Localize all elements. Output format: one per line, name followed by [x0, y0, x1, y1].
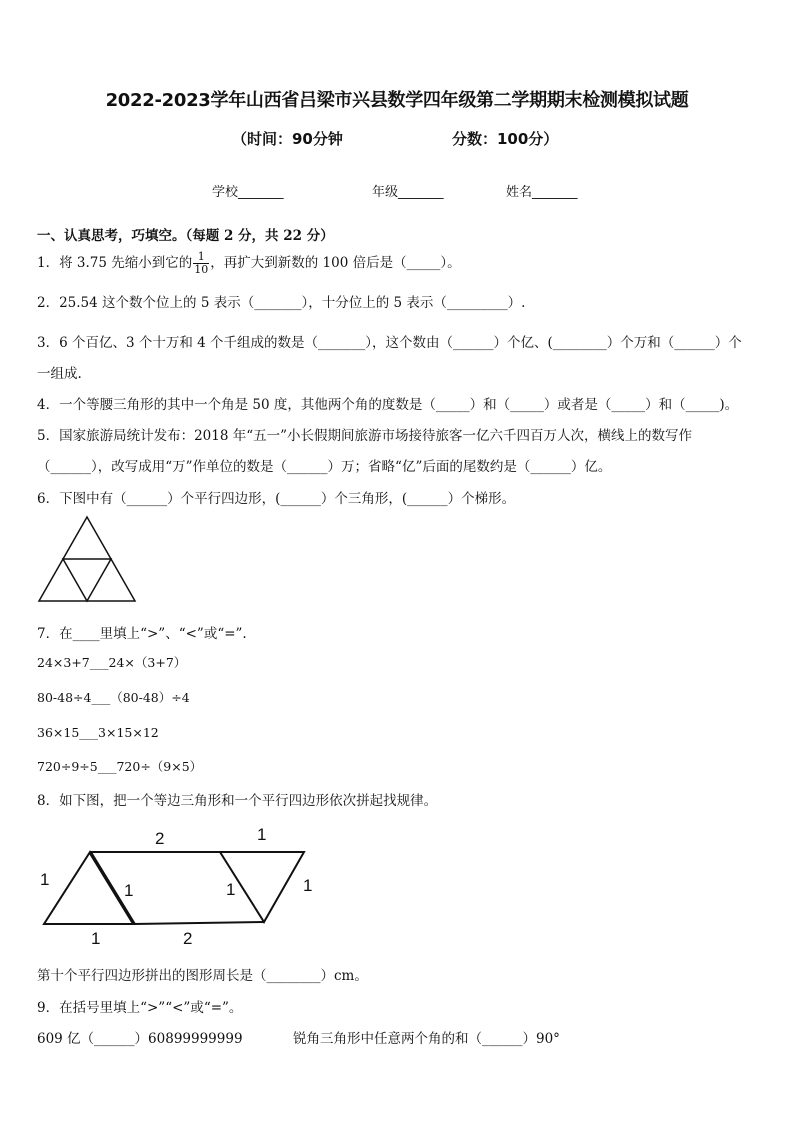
- fraction: $\frac{1}{10}$: [194, 250, 209, 276]
- question-9-right: 锐角三角形中任意两个角的和（______）90°: [293, 1031, 560, 1047]
- triangle-figure: [36, 514, 138, 604]
- side-label: 1: [257, 825, 267, 844]
- section-heading: 一、认真思考，巧填空。（每题 2 分，共 22 分）: [37, 228, 334, 244]
- question-6: 6．下图中有（______）个平行四边形，(______）个三角形，(______）个梯形。: [37, 491, 516, 507]
- name-field[interactable]: 姓名_______: [506, 185, 578, 200]
- side-label: 1: [124, 881, 134, 900]
- side-label: 2: [155, 829, 165, 848]
- question-3-line2: 一组成.: [37, 366, 82, 382]
- side-label: 1: [40, 870, 50, 889]
- side-label: 1: [303, 876, 313, 895]
- question-9: 9．在括号里填上“>”“<”或“=”。: [37, 1000, 243, 1016]
- question-5-line1: 5．国家旅游局统计发布：2018 年“五一”小长假期间旅游市场接待旅客一亿六千四百万人次，横线上的数写作: [37, 428, 693, 444]
- compare-item: 720÷9÷5___720÷（9×5）: [37, 759, 203, 774]
- page-title: 2022-2023学年山西省吕梁市兴县数学四年级第二学期期末检测模拟试题: [105, 90, 689, 111]
- exam-score: 分数：100分）: [452, 130, 559, 148]
- side-label: 1: [226, 880, 236, 899]
- compare-item: 36×15___3×15×12: [37, 725, 159, 740]
- question-8-answer: 第十个平行四边形拼出的图形周长是（________）cm。: [37, 968, 368, 984]
- exam-time: （时间：90分钟: [232, 130, 343, 148]
- question-3-line1: 3．6 个百亿、3 个十万和 4 个千组成的数是（_______），这个数由（______）个亿、(________）个万和（______）个: [37, 335, 742, 351]
- side-label: 2: [183, 929, 193, 948]
- question-7: 7．在____里填上“>”、“<”或“=”.: [37, 626, 247, 642]
- side-label: 1: [91, 929, 101, 948]
- question-5-line2: （______），改写成用“万”作单位的数是（______）万；省略“亿”后面的尾数约是（______）亿。: [37, 459, 612, 475]
- question-1: 1．将 3.75 先缩小到它的 $\frac{1}{10}$ ，再扩大到新数的 100 倍后是（_____）。: [37, 250, 461, 276]
- question-2: 2．25.54 这个数个位上的 5 表示（_______），十分位上的 5 表示（_________）.: [37, 295, 526, 311]
- compare-item: 80-48÷4___（80-48）÷4: [37, 690, 190, 705]
- compare-item: 24×3+7___24×（3+7）: [37, 655, 187, 670]
- question-8: 8．如下图，把一个等边三角形和一个平行四边形依次拼起找规律。: [37, 793, 438, 809]
- grade-field[interactable]: 年级_______: [372, 185, 444, 200]
- school-field[interactable]: 学校_______: [212, 185, 284, 200]
- pattern-figure: [30, 820, 330, 955]
- question-4: 4．一个等腰三角形的其中一个角是 50 度，其他两个角的度数是（_____）和（_____）或者是（_____）和（_____)。: [37, 397, 739, 413]
- question-9-left: 609 亿（______）60899999999: [37, 1031, 243, 1047]
